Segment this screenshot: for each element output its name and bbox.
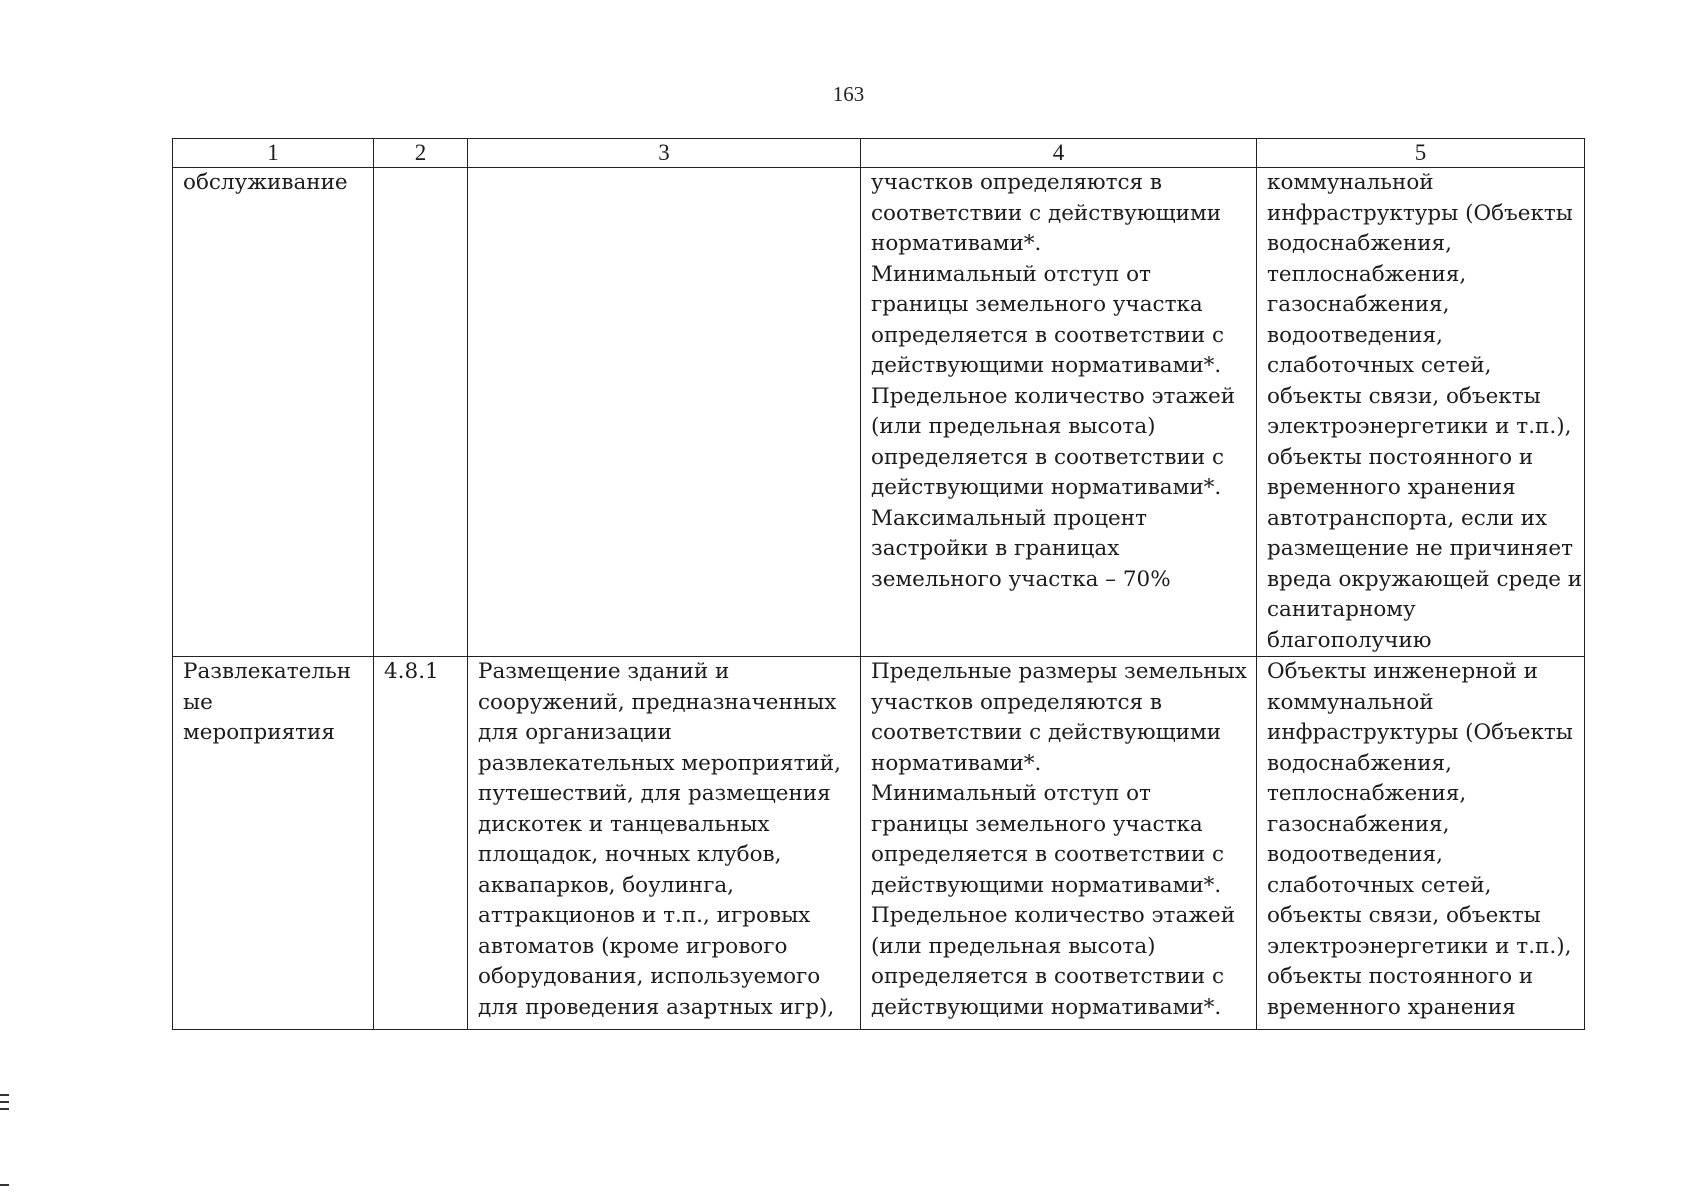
cell-text-line: участков определяются в bbox=[871, 689, 1163, 715]
cell-text-line: слаботочных сетей, bbox=[1267, 872, 1492, 898]
cell-text-line: нормативами*. bbox=[871, 750, 1042, 776]
cell-text-line: теплоснабжения, bbox=[1267, 261, 1467, 287]
cell-text-line: аттракционов и т.п., игровых bbox=[478, 903, 811, 928]
cell-text-line: действующими нормативами*. bbox=[871, 872, 1222, 898]
cell-text-line: объекты постоянного и bbox=[1267, 444, 1534, 470]
cell-text-line: определяется в соответствии с bbox=[871, 842, 1225, 867]
table-cell-col3 bbox=[468, 168, 861, 657]
column-header-2: 2 bbox=[374, 139, 468, 168]
cell-text-line: газоснабжения, bbox=[1267, 811, 1450, 837]
cell-text-line: инфраструктуры (Объекты bbox=[1267, 200, 1573, 226]
cell-text-line: мероприятия bbox=[183, 720, 335, 745]
cell-text-line: санитарному bbox=[1267, 597, 1416, 622]
cell-text-line: развлекательных мероприятий, bbox=[478, 750, 841, 776]
cell-text-line: действующими нормативами*. bbox=[871, 353, 1222, 378]
cell-text-line: обслуживание bbox=[183, 170, 348, 195]
column-header-3: 3 bbox=[468, 139, 861, 168]
margin-mark bbox=[0, 1184, 9, 1186]
margin-mark bbox=[0, 1094, 9, 1096]
cell-text-line: Развлекательн bbox=[183, 659, 352, 684]
cell-text-line: водоотведения, bbox=[1267, 842, 1443, 867]
table-cell-col1 bbox=[173, 168, 374, 657]
cell-text-line: водоснабжения, bbox=[1267, 231, 1452, 256]
margin-mark bbox=[0, 1101, 9, 1103]
cell-text-line: определяется в соответствии с bbox=[871, 444, 1225, 470]
cell-text-line: водоотведения, bbox=[1267, 322, 1443, 348]
table-row bbox=[173, 168, 1585, 657]
cell-text-line: Предельное количество этажей bbox=[871, 383, 1236, 409]
cell-text-line: Максимальный процент bbox=[871, 505, 1147, 531]
table-cell-col2 bbox=[374, 168, 468, 657]
cell-text-line: автотранспорта, если их bbox=[1267, 505, 1548, 531]
table-cell-col1 bbox=[173, 657, 374, 1030]
cell-text-line: сооружений, предназначенных bbox=[478, 689, 837, 715]
cell-text-line: размещение не причиняет bbox=[1267, 536, 1574, 561]
table-cell-col2 bbox=[374, 657, 468, 1030]
cell-text-line: земельного участка – 70% bbox=[871, 566, 1171, 592]
cell-text-line: Предельные размеры земельных bbox=[871, 659, 1247, 684]
cell-text-line: границы земельного участка bbox=[871, 292, 1203, 317]
cell-text-line: Размещение зданий и bbox=[478, 659, 730, 684]
cell-text-line: электроэнергетики и т.п.), bbox=[1267, 933, 1572, 959]
cell-text-line: дискотек и танцевальных bbox=[478, 811, 770, 837]
cell-text-line: слаботочных сетей, bbox=[1267, 353, 1492, 378]
cell-text-line: границы земельного участка bbox=[871, 811, 1203, 837]
cell-text-line: теплоснабжения, bbox=[1267, 781, 1467, 806]
cell-text-line: (или предельная высота) bbox=[871, 414, 1156, 439]
cell-text-line: соответствии с действующими bbox=[871, 200, 1222, 226]
zoning-regulations-table bbox=[172, 138, 1585, 1030]
page-number: 163 bbox=[832, 82, 865, 106]
cell-text-line: для проведения азартных игр), bbox=[478, 994, 835, 1020]
cell-text-line: коммунальной bbox=[1267, 170, 1434, 195]
cell-text-line: водоснабжения, bbox=[1267, 750, 1452, 776]
cell-text-line: Предельное количество этажей bbox=[871, 903, 1236, 928]
cell-text-line: 4.8.1 bbox=[384, 659, 439, 684]
column-header-1: 1 bbox=[173, 139, 374, 168]
cell-text-line: газоснабжения, bbox=[1267, 292, 1450, 317]
column-header-4: 4 bbox=[861, 139, 1257, 168]
margin-mark bbox=[0, 1108, 9, 1110]
cell-text-line: соответствии с действующими bbox=[871, 720, 1222, 745]
table-cell-col5 bbox=[1257, 168, 1585, 657]
cell-text-line: путешествий, для размещения bbox=[478, 781, 831, 806]
cell-text-line: действующими нормативами*. bbox=[871, 994, 1222, 1020]
cell-text-line: Минимальный отступ от bbox=[871, 261, 1151, 287]
cell-text-line: Минимальный отступ от bbox=[871, 781, 1151, 806]
cell-text-line: застройки в границах bbox=[871, 536, 1120, 561]
table-cell-col4 bbox=[861, 168, 1257, 657]
cell-text-line: действующими нормативами*. bbox=[871, 475, 1222, 500]
cell-text-line: электроэнергетики и т.п.), bbox=[1267, 414, 1572, 439]
cell-text-line: инфраструктуры (Объекты bbox=[1267, 720, 1573, 745]
cell-text-line: оборудования, используемого bbox=[478, 964, 821, 989]
cell-text-line: объекты постоянного и bbox=[1267, 964, 1534, 989]
cell-text-line: определяется в соответствии с bbox=[871, 322, 1225, 348]
cell-text-line: временного хранения bbox=[1267, 994, 1516, 1020]
cell-text-line: нормативами*. bbox=[871, 231, 1042, 256]
table-cell-col4 bbox=[861, 657, 1257, 1030]
table-cell-col5 bbox=[1257, 657, 1585, 1030]
column-header-5: 5 bbox=[1257, 139, 1585, 168]
cell-text-line: объекты связи, объекты bbox=[1267, 903, 1541, 928]
cell-text-line: вреда окружающей среде и bbox=[1267, 566, 1583, 592]
cell-text-line: определяется в соответствии с bbox=[871, 964, 1225, 989]
cell-text-line: объекты связи, объекты bbox=[1267, 383, 1541, 409]
cell-text-line: (или предельная высота) bbox=[871, 933, 1156, 959]
table-row bbox=[173, 657, 1585, 1030]
cell-text-line: временного хранения bbox=[1267, 475, 1516, 500]
cell-text-line: аквапарков, боулинга, bbox=[478, 872, 735, 898]
cell-text-line: Объекты инженерной и bbox=[1267, 659, 1538, 684]
cell-text-line: ые bbox=[183, 689, 213, 715]
table-header-row bbox=[173, 139, 1585, 168]
cell-text-line: площадок, ночных клубов, bbox=[478, 842, 782, 867]
cell-text-line: для организации bbox=[478, 720, 672, 745]
table-cell-col3 bbox=[468, 657, 861, 1030]
cell-text-line: коммунальной bbox=[1267, 689, 1434, 715]
cell-text-line: участков определяются в bbox=[871, 170, 1163, 195]
cell-text-line: благополучию bbox=[1267, 627, 1432, 653]
cell-text-line: автоматов (кроме игрового bbox=[478, 933, 788, 959]
